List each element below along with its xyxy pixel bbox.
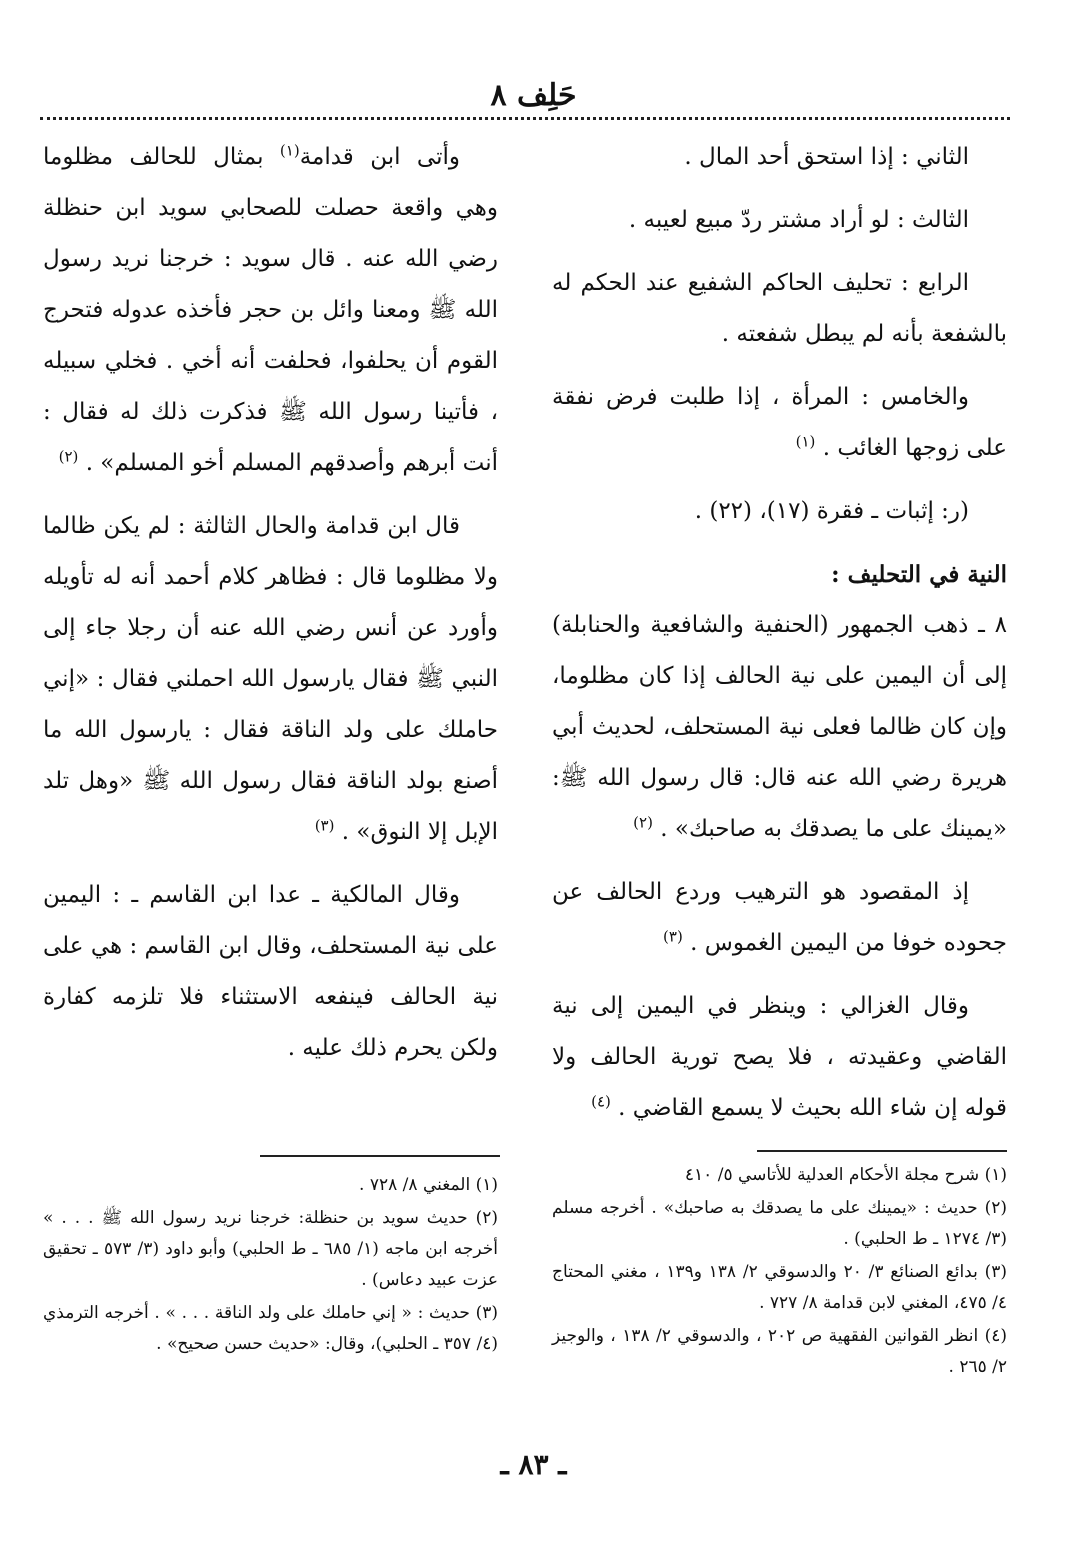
paragraph-fifth [552,372,1007,474]
page-title: حَلِف ٨ [490,78,577,113]
paragraph-text: قال ابن قدامة والحال الثالثة : لم يكن ظالما ولا مظلوما قال : فظاهر كلام أحمد أنه له تأويله وأورد عن أنس رضي الله عنه أن رجلا جاء إلى النبي ﷺ فقال يارسول الله احملني فقال : «إني حاملك على ولد الناقة فقال : يارسول الله ما أصنع بولد الناقة فقال رسول الله ﷺ «وهل تلد الإبل إلا النوق» . [43,513,498,845]
footnote: (١) شرح مجلة الأحكام العدلية للأتاسي ٥/ ٤١٠ [684,1165,1007,1185]
left-column [43,132,498,1086]
footnotes-right [552,1160,1007,1385]
paragraph-second: الثاني : إذا استحق أحد المال . [684,144,969,170]
footnote: (١) المغني ٨/ ٧٢٨ . [359,1175,498,1195]
footnote: (٣) حديث : « إني حاملك على ولد الناقة . . . » . أخرجه الترمذي (٤/ ٣٥٧ ـ الحلبي)، وقال: «حديث حسن صحيح» . [43,1303,498,1354]
footnote-ref: (٤) [591,1092,611,1111]
paragraph-purpose-text: إذ المقصود هو الترهيب وردع الحالف عن جحوده خوفا من اليمين الغموس . [552,879,1007,956]
footnote-ref: (٣) [314,816,335,835]
right-column [552,132,1007,1146]
header-divider [40,117,1010,120]
footnote-divider-right [757,1150,1007,1152]
page-number: ـ ٨٣ ـ [500,1448,567,1481]
paragraph-text: بمثال للحالف مظلوما وهي واقعة حصلت للصحابي سويد ابن حنظلة رضي الله عنه . قال سويد : خرجنا نريد رسول الله ﷺ ومعنا وائل بن حجر فأخذه عدوله فتحرج القوم أن يحلفوا، فحلفت أنه أخي . فخلي سبيله ، فأتينا رسول الله ﷺ فذكرت ذلك له فقال : أنت أبرهم وأصدقهم المسلم أخو المسلم» . [43,144,498,476]
footnotes-left [43,1170,498,1362]
footnote-ref: (٢) [633,813,653,832]
footnote-ref: (١) [279,141,300,160]
footnote-ref: (١) [795,432,816,451]
footnote: (٣) بدائع الصنائع ٣/ ٢٠ والدسوقي ٢/ ١٣٨ و١٣٩ ، مغني المحتاج ٤/ ٤٧٥، المغني لابن قدامة ٨/ ٧٢٧ . [552,1262,1007,1313]
paragraph-majority [552,600,1007,855]
paragraph-majority-text: ٨ ـ ذهب الجمهور (الحنفية والشافعية والحنابلة) إلى أن اليمين على نية الحالف إذا كان مظلوما، وإن كان ظالما فعلى نية المستحلف، لحديث أبي هريرة رضي الله عنه قال: قال رسول الله ﷺ: «يمينك على ما يصدقك به صاحبك» . [552,612,1007,842]
section-heading: النية في التحليف : [831,561,1007,588]
paragraph-text: وأتى ابن قدامة [299,144,460,170]
paragraph-third: الثالث : لو أراد مشتر ردّ مبيع لعيبه . [628,207,969,233]
footnote-ref: (٢) [58,447,79,466]
footnote: (٤) انظر القوانين الفقهية ص ٢٠٢ ، والدسوقي ٢/ ١٣٨ ، والوجيز ٢/ ٢٦٥ . [552,1326,1007,1377]
paragraph-malikiyya: وقال المالكية ـ عدا ابن القاسم ـ : اليمين على نية المستحلف، وقال ابن القاسم : هي على نية الحالف فينفعه الاستثناء فلا تلزمه كفارة ولكن يحرم ذلك عليه . [43,882,498,1061]
paragraph-fourth: الرابع : تحليف الحاكم الشفيع عند الحكم له بالشفعة بأنه لم يبطل شفعته . [552,270,1007,347]
footnote: (٢) حديث : «يمينك على ما يصدقك به صاحبك» . أخرجه مسلم (٣/ ١٢٧٤ ـ ط الحلبي) . [552,1198,1007,1249]
paragraph-ghazali-text: وقال الغزالي : وينظر في اليمين إلى نية القاضي وعقيدته ، فلا يصح تورية الحالف ولا قوله إن شاء الله بحيث لا يسمع القاضي . [552,993,1007,1121]
footnote-divider-left [260,1155,500,1157]
cross-reference: (ر: إثبات ـ فقرة (١٧)، (٢٢) . [694,498,969,524]
footnote: (٢) حديث سويد بن حنظلة: خرجنا نريد رسول الله ﷺ . . . » أخرجه ابن ماجه (١/ ٦٨٥ ـ ط الحلبي) وأبو داود (٣/ ٥٧٣ ـ تحقيق عزت عبيد دعاس) . [43,1208,499,1290]
paragraph-ghazali [552,981,1007,1134]
paragraph-ibn-qudama-example [43,132,498,489]
paragraph-third-case [43,501,498,858]
footnote-ref: (٣) [663,927,683,946]
paragraph-purpose [552,867,1007,969]
paragraph-fifth-text: والخامس : المرأة ، إذا طلبت فرض نفقة على زوجها الغائب . [552,384,1007,461]
